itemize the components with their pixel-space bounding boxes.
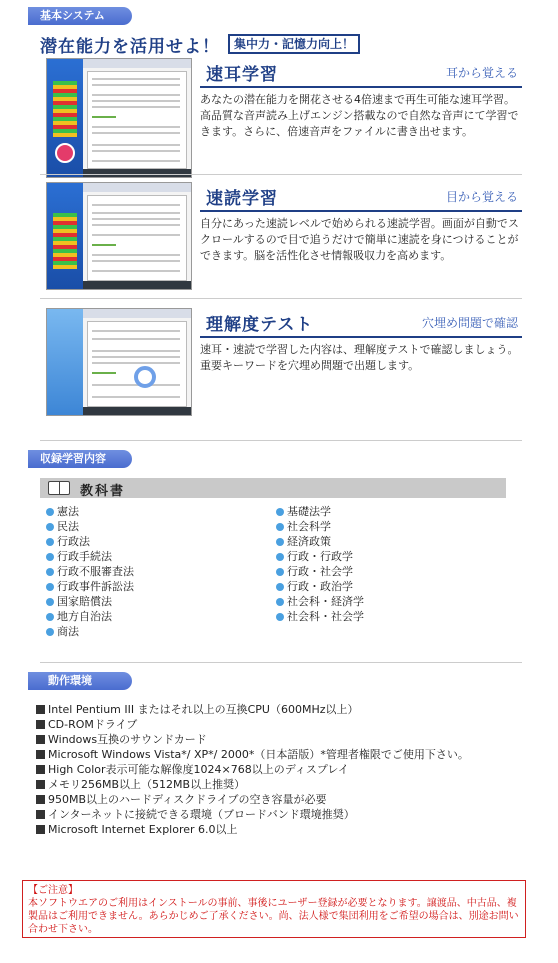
list-item: 社会科・社会学 — [276, 609, 364, 624]
bullet-icon — [276, 568, 284, 576]
feature-title: 速読学習 — [206, 189, 278, 209]
list-item: 民法 — [46, 519, 134, 534]
list-item: 行政手続法 — [46, 549, 134, 564]
list-item: 行政・社会学 — [276, 564, 364, 579]
square-bullet-icon — [36, 765, 45, 774]
book-icon — [48, 481, 70, 495]
square-bullet-icon — [36, 705, 45, 714]
notice-body: 本ソフトウエアのご利用はインストールの事前、事後にユーザー登録が必要となります。譲渡品、中古品、複製品はご利用できません。あらかじめご了承ください。尚、法人様で集団利用をご希望の場合は、別途お問い合わせ下さい。 — [28, 898, 519, 935]
feature-screenshot — [46, 308, 192, 416]
feature-sokudoku — [40, 182, 522, 292]
list-item: 経済政策 — [276, 534, 364, 549]
section-tab-contents: 収録学習内容 — [28, 450, 132, 468]
list-item: メモリ256MB以上（512MB以上推奨） — [36, 777, 512, 792]
square-bullet-icon — [36, 720, 45, 729]
bullet-icon — [46, 598, 54, 606]
square-bullet-icon — [36, 795, 45, 804]
bullet-icon — [46, 553, 54, 561]
list-item: 行政・政治学 — [276, 579, 364, 594]
notice-heading: 【ご注意】 — [28, 885, 78, 896]
section-tab-basic-system: 基本システム — [28, 7, 132, 25]
feature-screenshot — [46, 58, 192, 178]
bullet-icon — [276, 538, 284, 546]
list-item: 行政・行政学 — [276, 549, 364, 564]
headline — [40, 32, 360, 56]
subject-list-left — [46, 504, 134, 639]
feature-description: 自分にあった速読レベルで始められる速読学習。画面が自動でスクロールするので目で追うだけで簡単に速読を身につけることができます。脳を活性化させ情報吸収力を高めます。 — [200, 217, 519, 262]
bullet-icon — [276, 613, 284, 621]
list-item: High Color表示可能な解像度1024×768以上のディスプレイ — [36, 762, 512, 777]
list-item: 行政法 — [46, 534, 134, 549]
bullet-icon — [276, 583, 284, 591]
bullet-icon — [46, 538, 54, 546]
feature-subtitle: 穴埋め問題で確認 — [421, 316, 518, 330]
bullet-icon — [46, 568, 54, 576]
square-bullet-icon — [36, 780, 45, 789]
list-item: 行政事件訴訟法 — [46, 579, 134, 594]
textbook-label: 教科書 — [80, 484, 126, 499]
list-item: Microsoft Windows Vista*/ XP*/ 2000*（日本語版）*管理者権限でご使用下さい。 — [36, 747, 512, 762]
section-tab-environment: 動作環境 — [28, 672, 132, 690]
list-item: 憲法 — [46, 504, 134, 519]
list-item: 地方自治法 — [46, 609, 134, 624]
notice-box — [22, 880, 526, 938]
feature-title: 理解度テスト — [206, 315, 314, 335]
square-bullet-icon — [36, 810, 45, 819]
textbook-header — [40, 478, 506, 498]
bullet-icon — [46, 613, 54, 621]
square-bullet-icon — [36, 750, 45, 759]
feature-description: 速耳・速読で学習した内容は、理解度テストで確認しましょう。 重要キーワードを穴埋め問題で出題します。 — [200, 343, 519, 372]
bullet-icon — [276, 553, 284, 561]
list-item: Intel Pentium III またはそれ以上の互換CPU（600MHz以上） — [36, 702, 512, 717]
subject-list-right — [276, 504, 364, 624]
list-item: 国家賠償法 — [46, 594, 134, 609]
list-item: 950MB以上のハードディスクドライブの空き容量が必要 — [36, 792, 512, 807]
bullet-icon — [276, 508, 284, 516]
list-item: 社会科学 — [276, 519, 364, 534]
feature-title: 速耳学習 — [206, 65, 278, 85]
list-item: 基礎法学 — [276, 504, 364, 519]
list-item: 社会科・経済学 — [276, 594, 364, 609]
feature-hayamimi — [40, 58, 522, 178]
environment-list — [36, 702, 512, 837]
bullet-icon — [46, 508, 54, 516]
feature-screenshot — [46, 182, 192, 290]
square-bullet-icon — [36, 735, 45, 744]
feature-description: あなたの潜在能力を開花させる4倍速まで再生可能な速耳学習。高品質な音声読み上げエンジン搭載なので自然な音声にて学習できます。さらに、倍速音声をファイルに書き出せます。 — [200, 93, 519, 138]
list-item: CD-ROMドライブ — [36, 717, 512, 732]
headline-main: 潜在能力を活用せよ！ — [40, 36, 220, 57]
square-bullet-icon — [36, 825, 45, 834]
bullet-icon — [276, 523, 284, 531]
bullet-icon — [46, 523, 54, 531]
bullet-icon — [276, 598, 284, 606]
list-item: インターネットに接続できる環境（ブロードバンド環境推奨） — [36, 807, 512, 822]
list-item: Windows互換のサウンドカード — [36, 732, 512, 747]
list-item: 商法 — [46, 624, 134, 639]
list-item: Microsoft Internet Explorer 6.0以上 — [36, 822, 512, 837]
feature-subtitle: 目から覚える — [445, 190, 518, 204]
list-item: 行政不服審査法 — [46, 564, 134, 579]
headline-badge: 集中力・記憶力向上！ — [228, 34, 360, 54]
feature-test — [40, 308, 522, 420]
feature-subtitle: 耳から覚える — [445, 66, 518, 80]
bullet-icon — [46, 628, 54, 636]
bullet-icon — [46, 583, 54, 591]
